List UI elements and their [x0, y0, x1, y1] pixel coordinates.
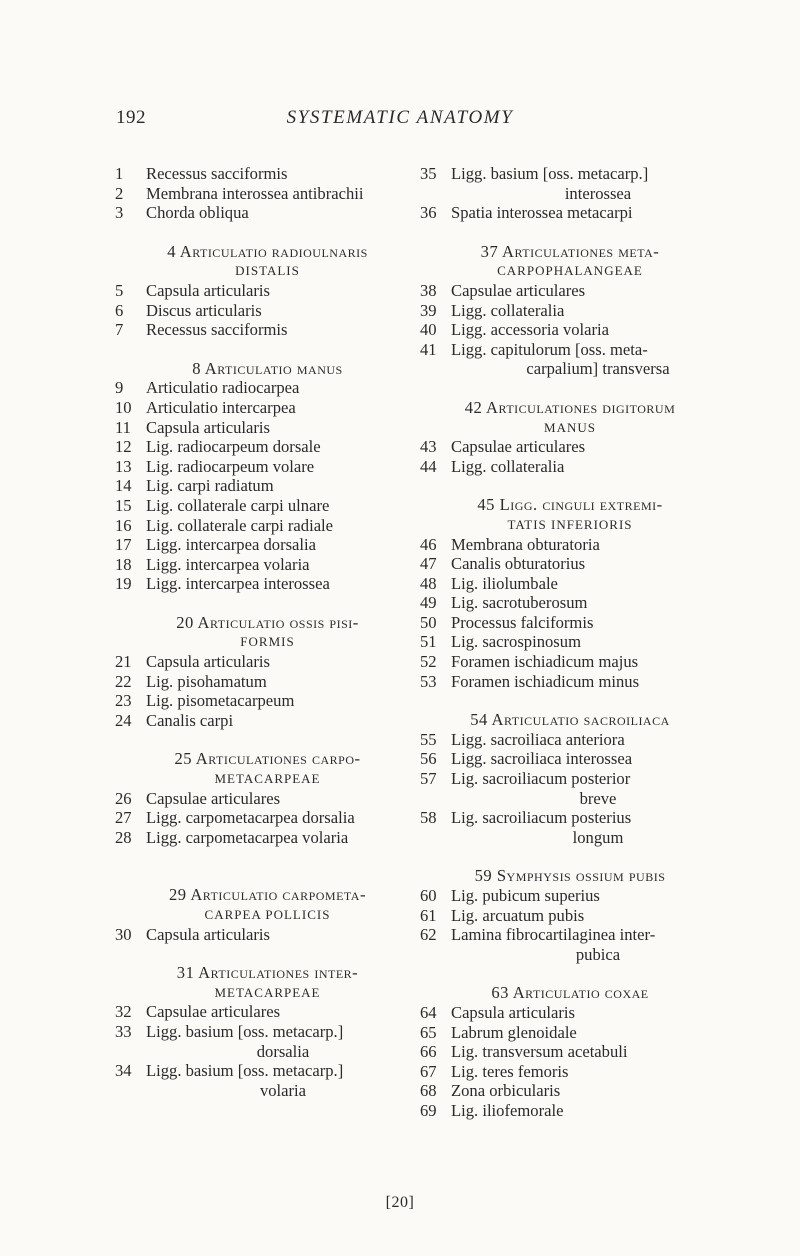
- entry-number: 39: [420, 300, 437, 320]
- legend-entry: [115, 925, 420, 945]
- entry-text: Spatia interossea metacarpi: [451, 203, 633, 223]
- legend-entry: [115, 535, 420, 555]
- legend-entry: [115, 203, 420, 223]
- entry-text: Discus articularis: [146, 300, 262, 320]
- entry-text: Ligg. collateralia: [451, 456, 565, 476]
- legend-entry: [115, 476, 420, 496]
- entry-number: 30: [115, 924, 132, 944]
- legend-entry: [420, 1003, 720, 1023]
- entry-text: Articulatio radiocarpea: [146, 378, 300, 398]
- legend-entry: [420, 613, 720, 633]
- legend-column-right: [420, 164, 720, 1121]
- entry-continuation: pubica: [575, 944, 621, 964]
- entry-number: 34: [115, 1061, 132, 1081]
- heading-line: 42 Articulationes digitorum: [464, 397, 676, 417]
- entry-text: Capsulae articulares: [451, 437, 586, 457]
- entry-text: Canalis carpi: [146, 710, 234, 730]
- legend-entry: [115, 672, 420, 692]
- legend-entry: [420, 593, 720, 613]
- entry-text: Ligg. basium [oss. metacarp.]: [146, 1061, 344, 1081]
- legend-entry: [115, 828, 420, 848]
- entry-text: Capsulae articulares: [451, 280, 586, 300]
- section-heading: [115, 242, 420, 281]
- entry-number: 46: [420, 534, 437, 554]
- section-heading: [420, 710, 720, 730]
- legend-entry: [115, 301, 420, 321]
- entry-text: Canalis obturatorius: [451, 554, 586, 574]
- plate-reference: [20]: [385, 1194, 415, 1211]
- entry-text: Ligg. capitulorum [oss. meta-: [451, 339, 648, 359]
- running-head: SYSTEMATIC ANATOMY: [286, 107, 514, 128]
- entry-text: Ligg. intercarpea volaria: [146, 554, 310, 574]
- entry-text: Lig. pisometacarpeum: [146, 691, 295, 711]
- entry-number: 44: [420, 456, 437, 476]
- section-heading: [420, 983, 720, 1003]
- legend-entry: [420, 535, 720, 555]
- legend-entry: [115, 398, 420, 418]
- legend-entry: [115, 691, 420, 711]
- entry-text: Ligg. carpometacarpea volaria: [146, 827, 349, 847]
- legend-entry: [420, 749, 720, 769]
- entry-text: Processus falciformis: [451, 612, 594, 632]
- entry-number: 53: [420, 671, 437, 691]
- legend-entry: [420, 1101, 720, 1121]
- entry-text: Lig. arcuatum pubis: [451, 905, 585, 925]
- entry-text: Lig. iliofemorale: [451, 1100, 564, 1120]
- legend-entry: [115, 1022, 420, 1042]
- legend-entry: [420, 925, 720, 945]
- entry-number: 48: [420, 573, 437, 593]
- entry-text: Recessus sacciformis: [146, 320, 288, 340]
- entry-number: 36: [420, 203, 437, 223]
- section-heading: [115, 749, 420, 788]
- entry-text: Lig. pisohamatum: [146, 671, 267, 691]
- legend-entry: [420, 320, 720, 340]
- entry-number: 51: [420, 632, 437, 652]
- entry-number: 64: [420, 1002, 437, 1022]
- legend-entry: [420, 769, 720, 789]
- legend-entry: [115, 574, 420, 594]
- section-heading: [420, 866, 720, 886]
- legend-entry: [115, 711, 420, 731]
- entry-number: 41: [420, 339, 437, 359]
- legend-entry: [115, 555, 420, 575]
- entry-number: 32: [115, 1002, 132, 1022]
- entry-number: 17: [115, 535, 132, 555]
- entry-text: Zona orbicularis: [451, 1081, 561, 1101]
- heading-line: MANUS: [544, 419, 596, 435]
- entry-number: 14: [115, 476, 132, 496]
- entry-number: 10: [115, 397, 132, 417]
- heading-line: METACARPEAE: [214, 771, 321, 787]
- legend-entry: [420, 340, 720, 360]
- entry-text: Capsula articularis: [146, 280, 270, 300]
- heading-line: 31 Articulationes inter-: [176, 963, 359, 983]
- entry-number: 60: [420, 886, 437, 905]
- entry-continuation: volaria: [259, 1080, 307, 1100]
- legend-entry: [420, 632, 720, 652]
- legend-entry: [420, 554, 720, 574]
- section-heading: [115, 885, 420, 924]
- entry-text: Capsula articularis: [146, 924, 270, 944]
- entry-number: 22: [115, 671, 132, 691]
- entry-number: 27: [115, 808, 132, 828]
- heading-line: 54 Articulatio sacroiliaca: [470, 710, 670, 730]
- legend-entry: [420, 1023, 720, 1043]
- section-heading: [115, 613, 420, 652]
- entry-text: Lig. radiocarpeum dorsale: [146, 437, 321, 457]
- heading-line: 59 Symphysis ossium pubis: [474, 866, 666, 886]
- entry-number: 43: [420, 437, 437, 457]
- legend-entry: [115, 516, 420, 536]
- entry-number: 16: [115, 515, 132, 535]
- entry-text: Lamina fibrocartilaginea inter-: [451, 925, 656, 945]
- entry-number: 23: [115, 691, 132, 711]
- entry-text: Recessus sacciformis: [146, 164, 288, 183]
- entry-text: Articulatio intercarpea: [146, 397, 296, 417]
- entry-number: 11: [115, 417, 131, 437]
- legend-column-left: [115, 164, 420, 1100]
- entry-number: 61: [420, 905, 437, 925]
- legend-entry: [420, 301, 720, 321]
- heading-line: 37 Articulationes meta-: [480, 241, 660, 261]
- legend-entry: [115, 320, 420, 340]
- entry-text: Membrana obturatoria: [451, 534, 600, 554]
- entry-text: Capsulae articulares: [146, 1002, 281, 1022]
- legend-entry: [115, 418, 420, 438]
- legend-entry: [115, 281, 420, 301]
- entry-number: 47: [420, 554, 437, 574]
- entry-number: 35: [420, 164, 437, 183]
- entry-number: 26: [115, 788, 132, 808]
- entry-number: 7: [115, 320, 124, 340]
- entry-number: 5: [115, 280, 124, 300]
- entry-number: 66: [420, 1042, 437, 1062]
- legend-entry: [420, 457, 720, 477]
- entry-number: 50: [420, 612, 437, 632]
- entry-text: Lig. sacrospinosum: [451, 632, 581, 652]
- entry-number: 65: [420, 1022, 437, 1042]
- legend-entry: [115, 808, 420, 828]
- legend-entry: [115, 652, 420, 672]
- entry-number: 38: [420, 280, 437, 300]
- page-header: [0, 107, 800, 133]
- entry-number: 13: [115, 456, 132, 476]
- legend-entry: [115, 378, 420, 398]
- legend-entry: [420, 1042, 720, 1062]
- entry-text: Chorda obliqua: [146, 203, 249, 223]
- entry-continuation: dorsalia: [256, 1041, 310, 1061]
- entry-number: 12: [115, 437, 132, 457]
- legend-entry: [420, 808, 720, 828]
- entry-continuation: longum: [572, 827, 624, 847]
- heading-line: FORMIS: [240, 634, 295, 650]
- entry-number: 6: [115, 300, 124, 320]
- entry-number: 2: [115, 183, 124, 203]
- entry-number: 40: [420, 320, 437, 340]
- page-number: 192: [116, 107, 146, 128]
- legend-entry: [420, 1081, 720, 1101]
- entry-text: Ligg. sacroiliaca interossea: [451, 749, 633, 769]
- section-heading: [420, 398, 720, 437]
- entry-text: Foramen ischiadicum majus: [451, 652, 639, 672]
- legend-entry: [115, 164, 420, 184]
- entry-number: 69: [420, 1100, 437, 1120]
- entry-text: Lig. sacrotuberosum: [451, 593, 588, 613]
- entry-number: 21: [115, 652, 132, 672]
- section-heading: [420, 242, 720, 281]
- entry-text: Ligg. sacroiliaca anteriora: [451, 729, 625, 749]
- entry-continuation: breve: [579, 788, 617, 808]
- legend-entry: [420, 437, 720, 457]
- entry-number: 55: [420, 729, 437, 749]
- legend-entry: [420, 574, 720, 594]
- legend-entry: [115, 1061, 420, 1081]
- legend-entry: [420, 203, 720, 223]
- legend-entry: [115, 437, 420, 457]
- entry-text: Capsula articularis: [451, 1002, 575, 1022]
- entry-continuation: interossea: [564, 183, 632, 203]
- entry-text: Membrana interossea antibrachii: [146, 183, 364, 203]
- legend-entry: [420, 906, 720, 926]
- entry-text: Ligg. carpometacarpea dorsalia: [146, 808, 355, 828]
- entry-number: 62: [420, 925, 437, 945]
- entry-text: Ligg. basium [oss. metacarp.]: [451, 164, 649, 183]
- entry-text: Ligg. basium [oss. metacarp.]: [146, 1021, 344, 1041]
- entry-number: 33: [115, 1021, 132, 1041]
- entry-text: Lig. teres femoris: [451, 1061, 569, 1081]
- legend-entry: [420, 281, 720, 301]
- entry-number: 67: [420, 1061, 437, 1081]
- entry-text: Lig. collaterale carpi ulnare: [146, 495, 330, 515]
- heading-line: 29 Articulatio carpometa-: [169, 885, 366, 905]
- entry-text: Labrum glenoidale: [451, 1022, 577, 1042]
- entry-text: Lig. sacroiliacum posterius: [451, 808, 632, 828]
- heading-line: TATIS INFERIORIS: [507, 516, 633, 532]
- entry-number: 1: [115, 164, 124, 183]
- legend-entry: [420, 886, 720, 906]
- entry-text: Lig. carpi radiatum: [146, 476, 274, 496]
- entry-text: Lig. radiocarpeum volare: [146, 456, 315, 476]
- entry-number: 18: [115, 554, 132, 574]
- heading-line: 25 Articulationes carpo-: [174, 749, 361, 769]
- section-heading: [115, 359, 420, 379]
- entry-number: 56: [420, 749, 437, 769]
- legend-entry: [420, 652, 720, 672]
- legend-entry: [420, 1062, 720, 1082]
- entry-text: Lig. sacroiliacum posterior: [451, 769, 631, 789]
- heading-line: 4 Articulatio radioulnaris: [167, 241, 368, 261]
- heading-line: 20 Articulatio ossis pisi-: [176, 612, 359, 632]
- legend-entry: [420, 730, 720, 750]
- entry-number: 3: [115, 203, 124, 223]
- entry-continuation: carpalium] transversa: [526, 359, 670, 379]
- entry-text: Lig. iliolumbale: [451, 573, 558, 593]
- entry-text: Capsula articularis: [146, 652, 270, 672]
- section-heading: [115, 963, 420, 1002]
- entry-number: 57: [420, 769, 437, 789]
- legend-entry: [115, 457, 420, 477]
- entry-text: Lig. transversum acetabuli: [451, 1042, 628, 1062]
- entry-number: 52: [420, 652, 437, 672]
- section-heading: [420, 495, 720, 534]
- entry-text: Lig. pubicum superius: [451, 886, 600, 905]
- heading-line: 63 Articulatio coxae: [491, 983, 649, 1003]
- entry-number: 24: [115, 710, 132, 730]
- legend-entry: [115, 789, 420, 809]
- heading-line: 45 Ligg. cinguli extremi-: [477, 495, 663, 515]
- entry-text: Capsula articularis: [146, 417, 270, 437]
- entry-text: Foramen ischiadicum minus: [451, 671, 640, 691]
- legend-entry: [420, 164, 720, 184]
- heading-line: DISTALIS: [235, 263, 300, 279]
- heading-line: CARPEA POLLICIS: [204, 907, 331, 922]
- heading-line: METACARPEAE: [214, 984, 321, 1000]
- entry-text: Lig. collaterale carpi radiale: [146, 515, 334, 535]
- entry-text: Ligg. intercarpea interossea: [146, 574, 330, 594]
- entry-number: 68: [420, 1081, 437, 1101]
- entry-text: Ligg. intercarpea dorsalia: [146, 535, 317, 555]
- entry-text: Ligg. accessoria volaria: [451, 320, 610, 340]
- heading-line: 8 Articulatio manus: [192, 358, 343, 378]
- entry-number: 28: [115, 827, 132, 847]
- entry-number: 19: [115, 574, 132, 594]
- entry-number: 15: [115, 495, 132, 515]
- entry-text: Ligg. collateralia: [451, 300, 565, 320]
- legend-entry: [115, 184, 420, 204]
- legend-entry: [115, 1002, 420, 1022]
- legend-entry: [115, 496, 420, 516]
- legend-entry: [420, 672, 720, 692]
- entry-text: Capsulae articulares: [146, 788, 281, 808]
- entry-number: 9: [115, 378, 124, 398]
- entry-number: 58: [420, 808, 437, 828]
- entry-number: 49: [420, 593, 437, 613]
- heading-line: CARPOPHALANGEAE: [497, 263, 643, 279]
